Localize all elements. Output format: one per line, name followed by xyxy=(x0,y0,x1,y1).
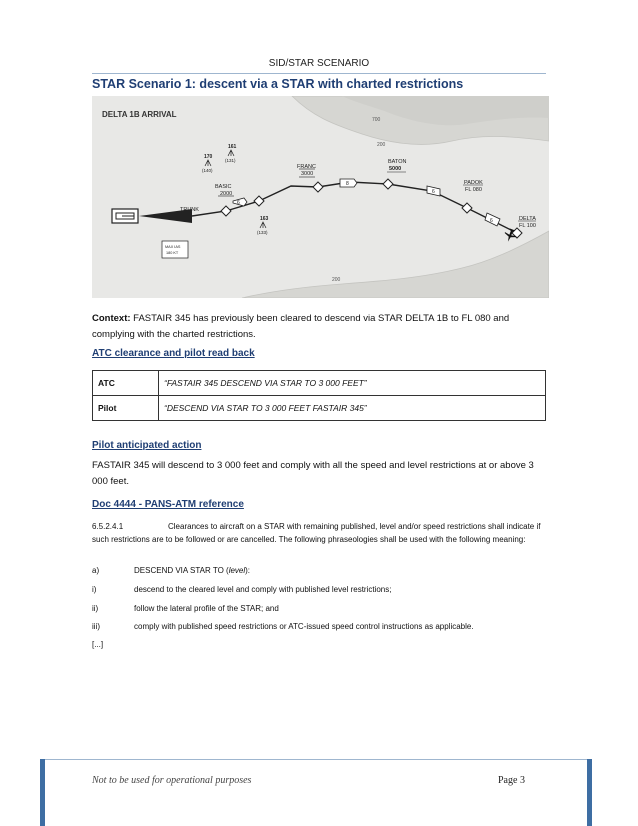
running-header: SID/STAR SCENARIO xyxy=(268,58,370,69)
svg-text:5000: 5000 xyxy=(389,166,402,172)
obstacle-marker xyxy=(257,216,269,235)
atc-readback-table xyxy=(92,370,546,421)
terrain-south xyxy=(242,231,549,298)
role-cell: Pilot xyxy=(93,396,159,421)
svg-text:PADOK: PADOK xyxy=(464,180,483,186)
footer-bar-left xyxy=(40,759,45,826)
svg-text:BASIC: BASIC xyxy=(215,184,232,190)
page-number: Page 3 xyxy=(498,775,525,786)
terrain-label: 200 xyxy=(377,142,386,148)
svg-text:161: 161 xyxy=(228,144,237,150)
waypoint-padok xyxy=(462,180,483,213)
svg-text:(133): (133) xyxy=(257,230,268,235)
paragraph-number: 6.5.2.4.1 xyxy=(92,522,124,531)
list-text: descend to the cleared level and comply with published level restrictions; xyxy=(134,585,392,594)
footer-bar-right xyxy=(587,759,592,826)
page-title: STAR Scenario 1: descent via a STAR with charted restrictions xyxy=(92,77,464,91)
chart-title: DELTA 1B ARRIVAL xyxy=(102,110,177,119)
list-key: a) xyxy=(92,566,100,575)
svg-text:DELTA: DELTA xyxy=(519,216,536,222)
svg-text:FL 100: FL 100 xyxy=(519,223,536,229)
max-ias-box xyxy=(162,241,188,258)
header-rule xyxy=(92,73,546,74)
list-key: i) xyxy=(92,585,97,594)
svg-text:(140): (140) xyxy=(202,168,213,173)
context-paragraph xyxy=(92,311,552,343)
speed-label xyxy=(340,179,357,187)
pilot-action-heading: Pilot anticipated action xyxy=(92,440,202,451)
paragraph-text: Clearances to aircraft on a STAR with remaining published, level and/or speed restrictions shall indicate if such restrictions are to be followed or are cancelled. The following phraseologies shall be used with the following meaning: xyxy=(92,522,541,544)
message-cell: “FASTAIR 345 DESCEND VIA STAR TO 3 000 FEET” xyxy=(159,371,546,396)
svg-text:8: 8 xyxy=(346,181,349,187)
airport-icon xyxy=(112,209,138,223)
reference-paragraph xyxy=(92,520,550,546)
svg-text:2000: 2000 xyxy=(220,191,233,197)
star-chart-svg xyxy=(92,96,549,298)
table-row xyxy=(93,371,546,396)
waypoint-delta xyxy=(512,216,536,238)
svg-text:6: 6 xyxy=(490,218,493,224)
star-chart-figure xyxy=(92,96,549,298)
svg-text:BATON: BATON xyxy=(388,159,407,165)
atc-heading: ATC clearance and pilot read back xyxy=(92,348,255,359)
svg-text:6: 6 xyxy=(432,189,435,195)
table-row xyxy=(93,396,546,421)
terrain-label: 700 xyxy=(372,117,381,123)
svg-text:170: 170 xyxy=(204,154,213,160)
role-cell: ATC xyxy=(93,371,159,396)
footer-disclaimer: Not to be used for operational purposes xyxy=(92,775,252,786)
obstacle-marker xyxy=(202,154,213,173)
svg-text:6: 6 xyxy=(237,200,240,206)
obstacle-marker xyxy=(225,144,237,163)
svg-text:(131): (131) xyxy=(225,158,236,163)
list-text: DESCEND VIA STAR TO (level): xyxy=(134,566,251,575)
context-label: Context: xyxy=(92,313,131,324)
doc-reference-heading: Doc 4444 - PANS-ATM reference xyxy=(92,499,244,510)
svg-text:3000: 3000 xyxy=(301,171,314,177)
pilot-action-text: FASTAIR 345 will descend to 3 000 feet and comply with all the speed and level restrictions at or above 3 000 feet. xyxy=(92,460,534,487)
speed-label xyxy=(485,213,500,226)
svg-text:FRANC: FRANC xyxy=(297,164,316,170)
svg-text:180 KT: 180 KT xyxy=(166,251,179,255)
message-cell: “DESCEND VIA STAR TO 3 000 FEET FASTAIR 345” xyxy=(159,396,546,421)
speed-label xyxy=(427,186,440,196)
list-text: follow the lateral profile of the STAR; and xyxy=(134,604,279,613)
svg-text:163: 163 xyxy=(260,216,269,222)
list-key: ii) xyxy=(92,604,99,613)
ellipsis: [...] xyxy=(92,640,104,649)
waypoint-franc xyxy=(297,164,323,192)
context-text: FASTAIR 345 has previously been cleared to descend via STAR DELTA 1B to FL 080 and complying with the charted restrictions. xyxy=(92,313,510,340)
terrain-label: 200 xyxy=(332,277,341,283)
list-key: iii) xyxy=(92,622,100,631)
svg-text:FL 080: FL 080 xyxy=(465,187,482,193)
footer-rule xyxy=(40,759,592,760)
list-text: comply with published speed restrictions or ATC-issued speed control instructions as applicable. xyxy=(134,622,474,631)
svg-text:MAX IAS: MAX IAS xyxy=(165,245,181,249)
svg-text:TRUNK: TRUNK xyxy=(180,207,199,213)
speed-label xyxy=(233,198,247,206)
